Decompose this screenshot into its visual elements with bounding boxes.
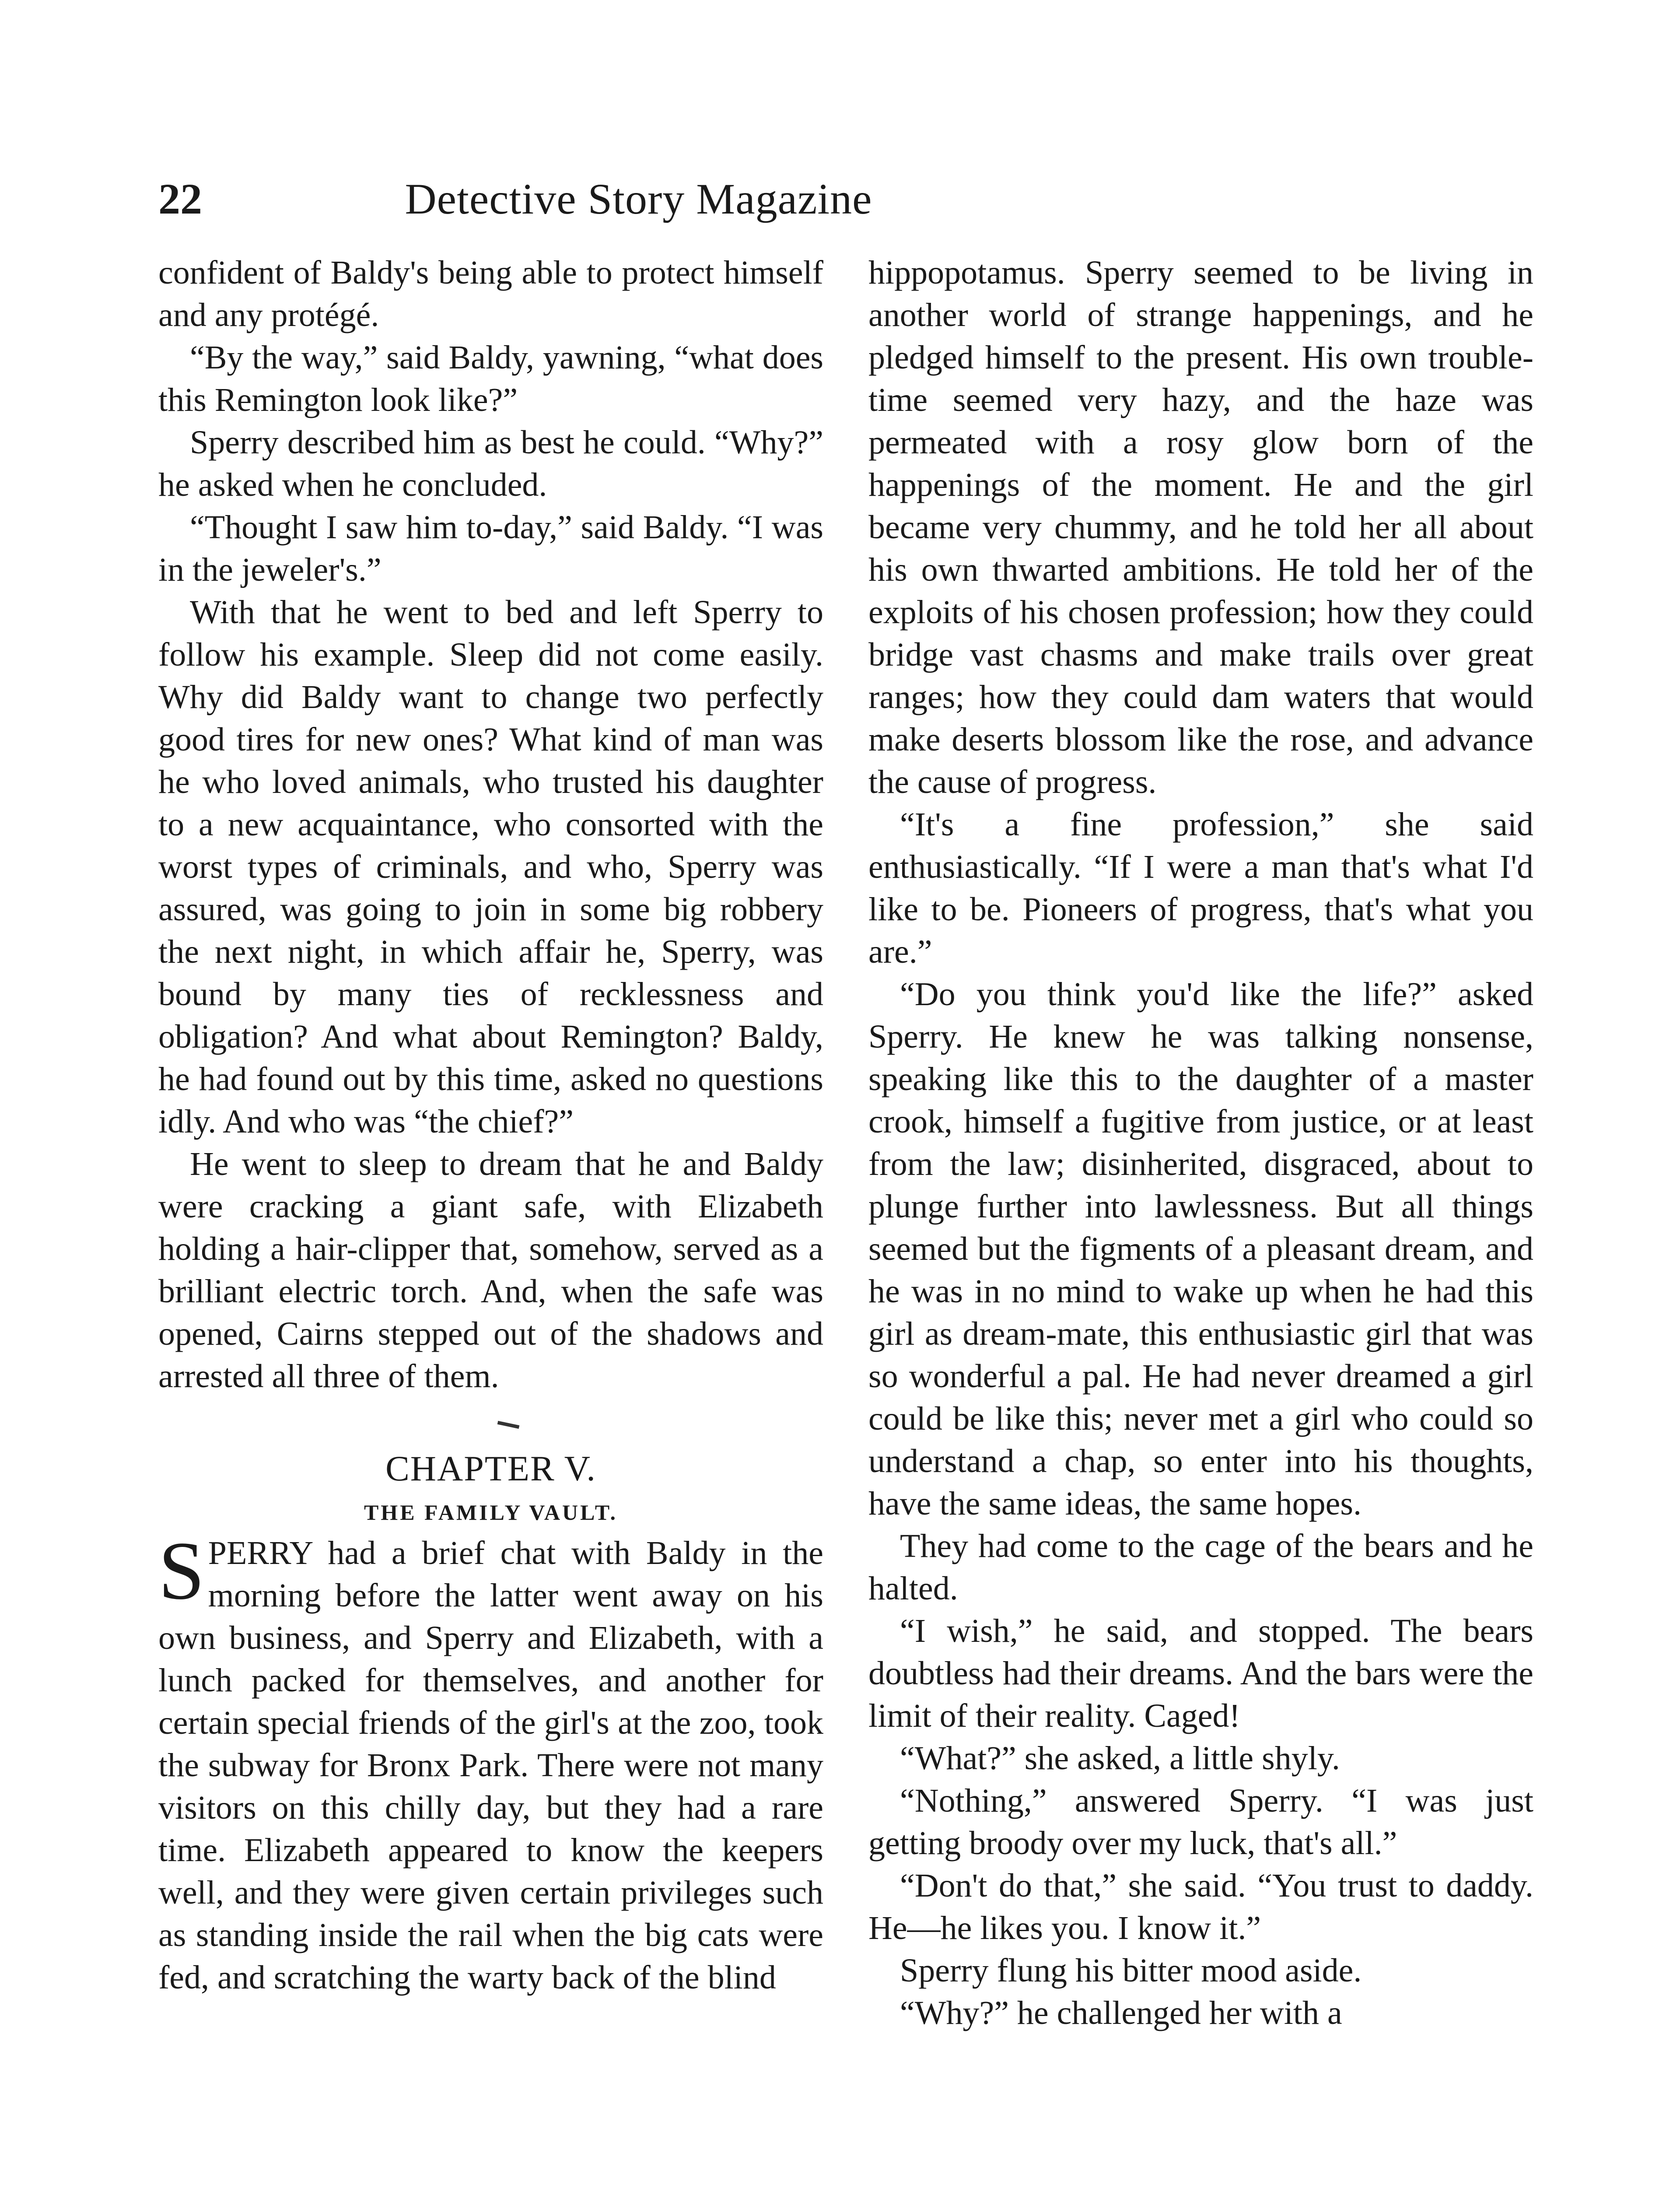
paragraph: He went to sleep to dream that he and Baldy were cracking a giant safe, with Elizabeth holding a hair-clipper that, somehow, served as a brilliant electric torch. And, when the safe was opened, Cairns stepped out of the shadows and arrested all three of them.: [158, 1146, 823, 1395]
ornament-mark: [497, 1421, 520, 1429]
paragraph: They had come to the cage of the bears and he halted.: [868, 1528, 1533, 1607]
paragraph: Sperry described him as best he could. “Why?” he asked when he concluded.: [158, 424, 823, 503]
left-column: [158, 252, 823, 1999]
chapter-subtitle: THE FAMILY VAULT.: [364, 1500, 618, 1525]
right-column: [868, 252, 1533, 2034]
page-number: 22: [158, 175, 202, 223]
paragraph: “What?” she asked, a little shyly.: [900, 1740, 1340, 1777]
paragraph: hippopotamus. Sperry seemed to be living in another world of strange happenings, and he pledged himself to the present. His own trouble-time seemed very hazy, and the haze was permeated with a rosy glow born of the happenings of the moment. He and the girl became very chummy, and he told her all about his own thwarted ambitions. He told her of the exploits of his chosen profession; how they could bridge vast chasms and make trails over great ranges; how they could dam waters that would make deserts blossom like the rose, and advance the cause of progress.: [868, 254, 1533, 800]
paragraph: “I wish,” he said, and stopped. The bears doubtless had their dreams. And the bars were the limit of their reality. Caged!: [868, 1613, 1533, 1734]
paragraph: “Don't do that,” she said. “You trust to daddy. He—he likes you. I know it.”: [868, 1867, 1533, 1946]
paragraph-text: PERRY had a brief chat with Baldy in the morning before the latter went away on his own business, and Sperry and Elizabeth, with a lunch packed for themselves, and another for certain special friends of the girl's at the zoo, took the subway for Bronx Park. There were not many visitors on this chilly day, but they had a rare time. Elizabeth appeared to know the keepers well, and they were given certain privileges such as standing inside the rail when the big cats were fed, and scratching the warty back of the blind: [158, 1535, 823, 1996]
chapter-title: CHAPTER V.: [385, 1448, 596, 1488]
paragraph: “It's a fine profession,” she said enthusiastically. “If I were a man that's what I'd like to be. Pioneers of progress, that's what you are.”: [868, 806, 1533, 970]
paragraph: With that he went to bed and left Sperry to follow his example. Sleep did not come easily. Why did Baldy want to change two perfectly good tires for new ones? What kind of man was he who loved animals, who trusted his daughter to a new acquaintance, who consorted with the worst types of criminals, and who, Sperry was assured, was going to join in some big robbery the next night, in which affair he, Sperry, was bound by many ties of recklessness and obligation? And what about Remington? Baldy, he had found out by this time, asked no questions idly. And who was “the chief?”: [158, 594, 823, 1140]
chapter-opening-paragraph: [158, 1525, 823, 1999]
paragraph: “Why?” he challenged her with a: [900, 1995, 1342, 2031]
page-header: [158, 166, 1119, 232]
paragraph: “By the way,” said Baldy, yawning, “what does this Remington look like?”: [158, 339, 823, 418]
running-title: Detective Story Magazine: [405, 175, 872, 223]
paragraph: confident of Baldy's being able to protect himself and any protégé.: [158, 254, 823, 333]
paragraph: “Nothing,” answered Sperry. “I was just getting broody over my luck, that's all.”: [868, 1782, 1533, 1862]
paragraph: “Do you think you'd like the life?” asked Sperry. He knew he was talking nonsense, speaking like this to the daughter of a master crook, himself a fugitive from justice, or at least from the law; disinherited, disgraced, about to plunge further into lawlessness. But all things seemed but the figments of a pleasant dream, and he was in no mind to wake up when he had this girl as dream-mate, this enthusiastic girl that was so wonderful a pal. He had never dreamed a girl could be like this; never met a girl who could so understand a chap, so enter into his thoughts, have the same ideas, the same hopes.: [868, 976, 1533, 1522]
paragraph: “Thought I saw him to-day,” said Baldy. “I was in the jeweler's.”: [158, 509, 823, 588]
drop-cap: S: [158, 1525, 205, 1617]
chapter-ornament: [158, 1398, 823, 1440]
paragraph: Sperry flung his bitter mood aside.: [900, 1952, 1362, 1989]
